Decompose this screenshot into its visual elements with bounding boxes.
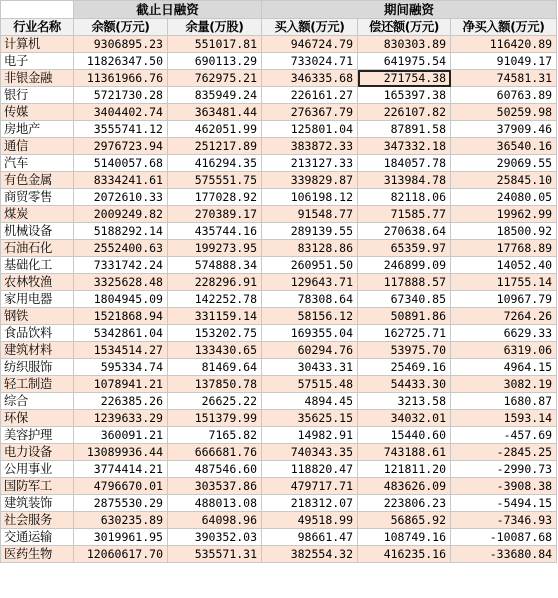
table-row xyxy=(1,444,557,461)
industry-name-cell[interactable]: 轻工制造 xyxy=(1,376,74,393)
repay-amount-cell[interactable]: 15440.60 xyxy=(358,427,451,444)
group-header-period[interactable]: 期间融资 xyxy=(262,1,557,19)
repay-amount-cell[interactable]: 184057.78 xyxy=(358,155,451,172)
table-row xyxy=(1,53,557,70)
volume-cell[interactable]: 574888.34 xyxy=(168,257,262,274)
buy-amount-cell[interactable]: 289139.55 xyxy=(262,223,358,240)
balance-cell[interactable]: 3555741.12 xyxy=(74,121,168,138)
net-buy-cell[interactable]: 4964.15 xyxy=(451,359,557,376)
repay-amount-cell[interactable]: 53975.70 xyxy=(358,342,451,359)
buy-amount-cell[interactable]: 35625.15 xyxy=(262,410,358,427)
balance-cell[interactable]: 2009249.82 xyxy=(74,206,168,223)
net-buy-cell[interactable]: 3082.19 xyxy=(451,376,557,393)
industry-name-cell[interactable]: 有色金属 xyxy=(1,172,74,189)
net-buy-cell[interactable]: 74581.31 xyxy=(451,70,557,87)
net-buy-cell[interactable]: 25845.10 xyxy=(451,172,557,189)
repay-amount-cell[interactable]: 87891.58 xyxy=(358,121,451,138)
table-row xyxy=(1,325,557,342)
buy-amount-cell[interactable]: 4894.45 xyxy=(262,393,358,410)
industry-name-cell[interactable]: 美容护理 xyxy=(1,427,74,444)
repay-amount-cell[interactable]: 117888.57 xyxy=(358,274,451,291)
industry-name-cell[interactable]: 房地产 xyxy=(1,121,74,138)
buy-amount-cell[interactable]: 382554.32 xyxy=(262,546,358,563)
buy-amount-cell[interactable]: 78308.64 xyxy=(262,291,358,308)
buy-amount-cell[interactable]: 118820.47 xyxy=(262,461,358,478)
volume-cell[interactable]: 199273.95 xyxy=(168,240,262,257)
balance-cell[interactable]: 2072610.33 xyxy=(74,189,168,206)
table-row xyxy=(1,223,557,240)
balance-cell[interactable]: 2552400.63 xyxy=(74,240,168,257)
volume-cell[interactable]: 26625.22 xyxy=(168,393,262,410)
column-header-buy[interactable]: 买入额(万元) xyxy=(262,19,358,36)
balance-cell[interactable]: 1534514.27 xyxy=(74,342,168,359)
industry-name-cell[interactable]: 社会服务 xyxy=(1,512,74,529)
balance-cell[interactable]: 2976723.94 xyxy=(74,138,168,155)
repay-amount-cell[interactable]: 246899.09 xyxy=(358,257,451,274)
net-buy-cell[interactable]: 24080.05 xyxy=(451,189,557,206)
table-row xyxy=(1,70,557,87)
balance-cell[interactable]: 5188292.14 xyxy=(74,223,168,240)
net-buy-cell[interactable]: 18500.92 xyxy=(451,223,557,240)
volume-cell[interactable]: 153202.75 xyxy=(168,325,262,342)
buy-amount-cell[interactable]: 58156.12 xyxy=(262,308,358,325)
table-row xyxy=(1,155,557,172)
balance-cell[interactable]: 9306895.23 xyxy=(74,36,168,53)
net-buy-cell[interactable]: 14052.40 xyxy=(451,257,557,274)
balance-cell[interactable]: 3019961.95 xyxy=(74,529,168,546)
volume-cell[interactable]: 435744.16 xyxy=(168,223,262,240)
repay-amount-cell[interactable]: 162725.71 xyxy=(358,325,451,342)
volume-cell[interactable]: 331159.14 xyxy=(168,308,262,325)
net-buy-cell[interactable]: 37909.46 xyxy=(451,121,557,138)
repay-amount-cell[interactable]: 25469.16 xyxy=(358,359,451,376)
table-row xyxy=(1,410,557,427)
repay-amount-cell[interactable]: 121811.20 xyxy=(358,461,451,478)
table-row xyxy=(1,189,557,206)
balance-cell[interactable]: 5342861.04 xyxy=(74,325,168,342)
volume-cell[interactable]: 7165.82 xyxy=(168,427,262,444)
table-row xyxy=(1,172,557,189)
net-buy-cell[interactable]: -7346.93 xyxy=(451,512,557,529)
buy-amount-cell[interactable]: 83128.86 xyxy=(262,240,358,257)
repay-amount-cell[interactable]: 313984.78 xyxy=(358,172,451,189)
table-row xyxy=(1,461,557,478)
industry-name-cell[interactable]: 商贸零售 xyxy=(1,189,74,206)
repay-amount-cell[interactable]: 641975.54 xyxy=(358,53,451,70)
column-header-balance[interactable]: 余额(万元) xyxy=(74,19,168,36)
volume-cell[interactable]: 487546.60 xyxy=(168,461,262,478)
volume-cell[interactable]: 390352.03 xyxy=(168,529,262,546)
volume-cell[interactable]: 177028.92 xyxy=(168,189,262,206)
balance-cell[interactable]: 8334241.61 xyxy=(74,172,168,189)
table-row xyxy=(1,104,557,121)
repay-amount-cell[interactable]: 82118.06 xyxy=(358,189,451,206)
group-header-row xyxy=(1,1,557,19)
industry-name-cell[interactable]: 计算机 xyxy=(1,36,74,53)
net-buy-cell[interactable]: -457.69 xyxy=(451,427,557,444)
industry-name-cell[interactable]: 建筑材料 xyxy=(1,342,74,359)
balance-cell[interactable]: 1078941.21 xyxy=(74,376,168,393)
net-buy-cell[interactable]: -33680.84 xyxy=(451,546,557,563)
repay-amount-cell[interactable]: 3213.58 xyxy=(358,393,451,410)
net-buy-cell[interactable]: 60763.89 xyxy=(451,87,557,104)
table-row xyxy=(1,529,557,546)
balance-cell[interactable]: 360091.21 xyxy=(74,427,168,444)
table-row xyxy=(1,376,557,393)
buy-amount-cell[interactable]: 129643.71 xyxy=(262,274,358,291)
balance-cell[interactable]: 1239633.29 xyxy=(74,410,168,427)
net-buy-cell[interactable]: 10967.79 xyxy=(451,291,557,308)
industry-name-cell[interactable]: 汽车 xyxy=(1,155,74,172)
table-row xyxy=(1,291,557,308)
industry-name-cell[interactable]: 食品饮料 xyxy=(1,325,74,342)
repay-amount-cell[interactable]: 830303.89 xyxy=(358,36,451,53)
table-row xyxy=(1,546,557,563)
industry-name-cell[interactable]: 电子 xyxy=(1,53,74,70)
net-buy-cell[interactable]: -10087.68 xyxy=(451,529,557,546)
balance-cell[interactable]: 12060617.70 xyxy=(74,546,168,563)
repay-amount-cell[interactable]: 56865.92 xyxy=(358,512,451,529)
net-buy-cell[interactable]: -3908.38 xyxy=(451,478,557,495)
volume-cell[interactable]: 137850.78 xyxy=(168,376,262,393)
buy-amount-cell[interactable]: 14982.91 xyxy=(262,427,358,444)
buy-amount-cell[interactable]: 213127.33 xyxy=(262,155,358,172)
table-row xyxy=(1,257,557,274)
table-row xyxy=(1,359,557,376)
volume-cell[interactable]: 142252.78 xyxy=(168,291,262,308)
balance-cell[interactable]: 13089936.44 xyxy=(74,444,168,461)
repay-amount-cell[interactable]: 270638.64 xyxy=(358,223,451,240)
balance-cell[interactable]: 5140057.68 xyxy=(74,155,168,172)
column-header-row xyxy=(1,19,557,36)
volume-cell[interactable]: 251217.89 xyxy=(168,138,262,155)
table-row xyxy=(1,274,557,291)
industry-name-cell[interactable]: 纺织服饰 xyxy=(1,359,74,376)
volume-cell[interactable]: 462051.99 xyxy=(168,121,262,138)
column-header-industry[interactable]: 行业名称 xyxy=(1,19,74,36)
volume-cell[interactable]: 303537.86 xyxy=(168,478,262,495)
table-row xyxy=(1,393,557,410)
balance-cell[interactable]: 11826347.50 xyxy=(74,53,168,70)
buy-amount-cell[interactable]: 346335.68 xyxy=(262,70,358,87)
industry-name-cell[interactable]: 钢铁 xyxy=(1,308,74,325)
repay-amount-cell[interactable]: 271754.38 xyxy=(358,70,451,87)
industry-name-cell[interactable]: 农林牧渔 xyxy=(1,274,74,291)
net-buy-cell[interactable]: -2990.73 xyxy=(451,461,557,478)
column-header-repay[interactable]: 偿还额(万元) xyxy=(358,19,451,36)
industry-name-cell[interactable]: 建筑装饰 xyxy=(1,495,74,512)
balance-cell[interactable]: 4796670.01 xyxy=(74,478,168,495)
volume-cell[interactable]: 488013.08 xyxy=(168,495,262,512)
balance-cell[interactable]: 595334.74 xyxy=(74,359,168,376)
balance-cell[interactable]: 630235.89 xyxy=(74,512,168,529)
buy-amount-cell[interactable]: 479717.71 xyxy=(262,478,358,495)
buy-amount-cell[interactable]: 383872.33 xyxy=(262,138,358,155)
buy-amount-cell[interactable]: 339829.87 xyxy=(262,172,358,189)
net-buy-cell[interactable]: 29069.55 xyxy=(451,155,557,172)
volume-cell[interactable]: 690113.29 xyxy=(168,53,262,70)
header-corner-cell[interactable] xyxy=(1,1,74,19)
table-row xyxy=(1,206,557,223)
repay-amount-cell[interactable]: 223806.23 xyxy=(358,495,451,512)
industry-name-cell[interactable]: 石油石化 xyxy=(1,240,74,257)
industry-name-cell[interactable]: 公用事业 xyxy=(1,461,74,478)
buy-amount-cell[interactable]: 276367.79 xyxy=(262,104,358,121)
volume-cell[interactable]: 64098.96 xyxy=(168,512,262,529)
balance-cell[interactable]: 3774414.21 xyxy=(74,461,168,478)
column-header-volume[interactable]: 余量(万股) xyxy=(168,19,262,36)
volume-cell[interactable]: 762975.21 xyxy=(168,70,262,87)
industry-name-cell[interactable]: 综合 xyxy=(1,393,74,410)
volume-cell[interactable]: 270389.17 xyxy=(168,206,262,223)
buy-amount-cell[interactable]: 57515.48 xyxy=(262,376,358,393)
industry-name-cell[interactable]: 交通运输 xyxy=(1,529,74,546)
net-buy-cell[interactable]: 17768.89 xyxy=(451,240,557,257)
net-buy-cell[interactable]: 50259.98 xyxy=(451,104,557,121)
table-row xyxy=(1,240,557,257)
net-buy-cell[interactable]: 1680.87 xyxy=(451,393,557,410)
volume-cell[interactable]: 133430.65 xyxy=(168,342,262,359)
balance-cell[interactable]: 3325628.48 xyxy=(74,274,168,291)
industry-name-cell[interactable]: 环保 xyxy=(1,410,74,427)
repay-amount-cell[interactable]: 54433.30 xyxy=(358,376,451,393)
buy-amount-cell[interactable]: 218312.07 xyxy=(262,495,358,512)
industry-name-cell[interactable]: 基础化工 xyxy=(1,257,74,274)
buy-amount-cell[interactable]: 946724.79 xyxy=(262,36,358,53)
balance-cell[interactable]: 1804945.09 xyxy=(74,291,168,308)
repay-amount-cell[interactable]: 347332.18 xyxy=(358,138,451,155)
buy-amount-cell[interactable]: 169355.04 xyxy=(262,325,358,342)
volume-cell[interactable]: 81469.64 xyxy=(168,359,262,376)
buy-amount-cell[interactable]: 106198.12 xyxy=(262,189,358,206)
industry-name-cell[interactable]: 传媒 xyxy=(1,104,74,121)
industry-name-cell[interactable]: 医药生物 xyxy=(1,546,74,563)
buy-amount-cell[interactable]: 91548.77 xyxy=(262,206,358,223)
industry-name-cell[interactable]: 机械设备 xyxy=(1,223,74,240)
balance-cell[interactable]: 11361966.76 xyxy=(74,70,168,87)
buy-amount-cell[interactable]: 740343.35 xyxy=(262,444,358,461)
industry-name-cell[interactable]: 电力设备 xyxy=(1,444,74,461)
net-buy-cell[interactable]: 11755.14 xyxy=(451,274,557,291)
table-row xyxy=(1,427,557,444)
repay-amount-cell[interactable]: 743188.61 xyxy=(358,444,451,461)
repay-amount-cell[interactable]: 50891.86 xyxy=(358,308,451,325)
balance-cell[interactable]: 226385.26 xyxy=(74,393,168,410)
volume-cell[interactable]: 575551.75 xyxy=(168,172,262,189)
repay-amount-cell[interactable]: 67340.85 xyxy=(358,291,451,308)
repay-amount-cell[interactable]: 108749.16 xyxy=(358,529,451,546)
net-buy-cell[interactable]: 6629.33 xyxy=(451,325,557,342)
table-row xyxy=(1,495,557,512)
table-row xyxy=(1,87,557,104)
net-buy-cell[interactable]: -2845.25 xyxy=(451,444,557,461)
net-buy-cell[interactable]: 6319.06 xyxy=(451,342,557,359)
net-buy-cell[interactable]: 116420.89 xyxy=(451,36,557,53)
table-row xyxy=(1,121,557,138)
industry-name-cell[interactable]: 银行 xyxy=(1,87,74,104)
volume-cell[interactable]: 535571.31 xyxy=(168,546,262,563)
industry-name-cell[interactable]: 非银金融 xyxy=(1,70,74,87)
repay-amount-cell[interactable]: 65359.97 xyxy=(358,240,451,257)
industry-name-cell[interactable]: 通信 xyxy=(1,138,74,155)
buy-amount-cell[interactable]: 49518.99 xyxy=(262,512,358,529)
net-buy-cell[interactable]: 1593.14 xyxy=(451,410,557,427)
net-buy-cell[interactable]: 36540.16 xyxy=(451,138,557,155)
buy-amount-cell[interactable]: 30433.31 xyxy=(262,359,358,376)
net-buy-cell[interactable]: 7264.26 xyxy=(451,308,557,325)
volume-cell[interactable]: 151379.99 xyxy=(168,410,262,427)
balance-cell[interactable]: 3404402.74 xyxy=(74,104,168,121)
balance-cell[interactable]: 7331742.24 xyxy=(74,257,168,274)
industry-name-cell[interactable]: 家用电器 xyxy=(1,291,74,308)
buy-amount-cell[interactable]: 226161.27 xyxy=(262,87,358,104)
table-row xyxy=(1,342,557,359)
volume-cell[interactable]: 416294.35 xyxy=(168,155,262,172)
balance-cell[interactable]: 5721730.28 xyxy=(74,87,168,104)
buy-amount-cell[interactable]: 98661.47 xyxy=(262,529,358,546)
table-row xyxy=(1,478,557,495)
repay-amount-cell[interactable]: 71585.77 xyxy=(358,206,451,223)
table-row xyxy=(1,138,557,155)
volume-cell[interactable]: 363481.44 xyxy=(168,104,262,121)
net-buy-cell[interactable]: 19962.99 xyxy=(451,206,557,223)
repay-amount-cell[interactable]: 416235.16 xyxy=(358,546,451,563)
industry-name-cell[interactable]: 煤炭 xyxy=(1,206,74,223)
industry-name-cell[interactable]: 国防军工 xyxy=(1,478,74,495)
buy-amount-cell[interactable]: 60294.76 xyxy=(262,342,358,359)
table-body xyxy=(1,36,557,563)
repay-amount-cell[interactable]: 483626.09 xyxy=(358,478,451,495)
volume-cell[interactable]: 551017.81 xyxy=(168,36,262,53)
volume-cell[interactable]: 228296.91 xyxy=(168,274,262,291)
table-row xyxy=(1,36,557,53)
table-row xyxy=(1,308,557,325)
repay-amount-cell[interactable]: 165397.38 xyxy=(358,87,451,104)
net-buy-cell[interactable]: 91049.17 xyxy=(451,53,557,70)
group-header-closing-day[interactable]: 截止日融资 xyxy=(74,1,262,19)
buy-amount-cell[interactable]: 260951.50 xyxy=(262,257,358,274)
table-row xyxy=(1,512,557,529)
balance-cell[interactable]: 2875530.29 xyxy=(74,495,168,512)
balance-cell[interactable]: 1521868.94 xyxy=(74,308,168,325)
repay-amount-cell[interactable]: 34032.01 xyxy=(358,410,451,427)
buy-amount-cell[interactable]: 125801.04 xyxy=(262,121,358,138)
net-buy-cell[interactable]: -5494.15 xyxy=(451,495,557,512)
repay-amount-cell[interactable]: 226107.82 xyxy=(358,104,451,121)
column-header-net-buy[interactable]: 净买入额(万元) xyxy=(451,19,557,36)
buy-amount-cell[interactable]: 733024.71 xyxy=(262,53,358,70)
volume-cell[interactable]: 666681.76 xyxy=(168,444,262,461)
volume-cell[interactable]: 835949.24 xyxy=(168,87,262,104)
